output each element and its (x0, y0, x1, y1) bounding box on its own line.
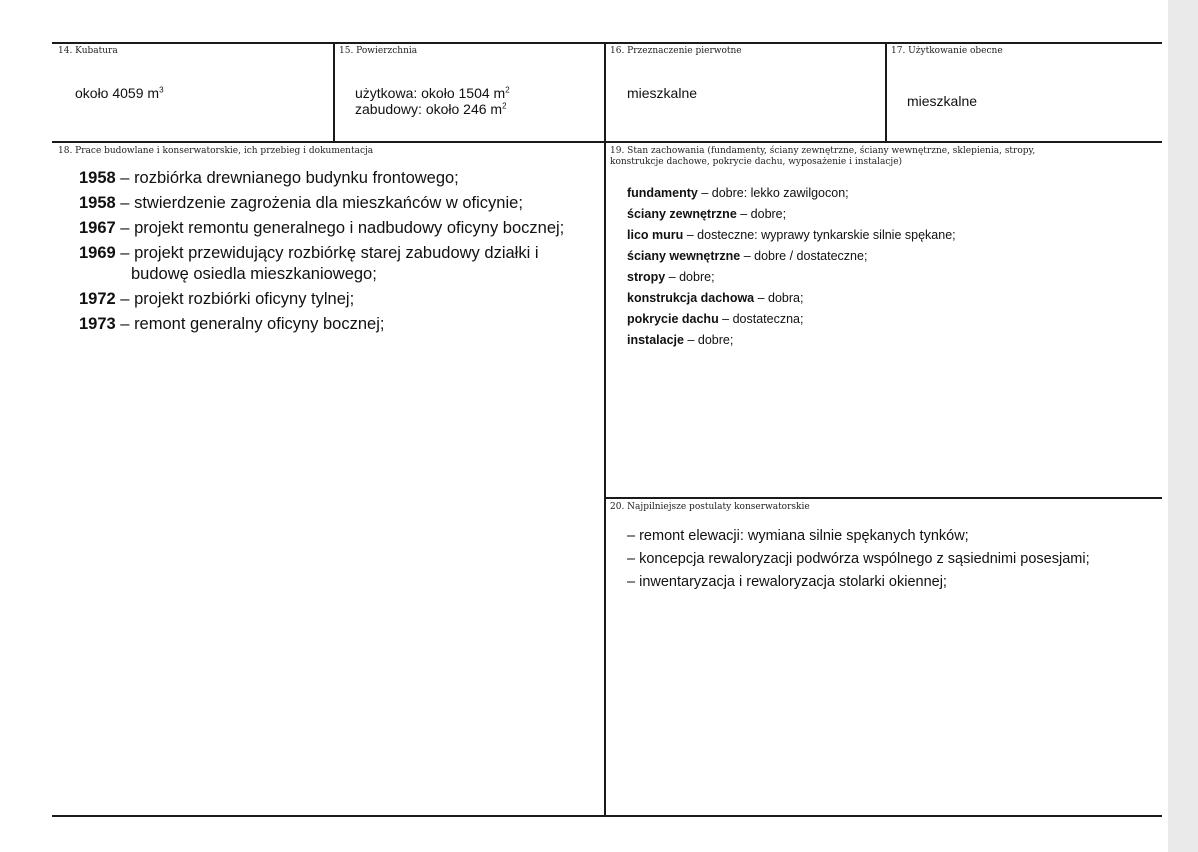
stan-item: pokrycie dachu – dostateczna; (627, 312, 804, 326)
prace-item: 1967 – projekt remontu generalnego i nadbudowy oficyny bocznej; (79, 219, 565, 237)
powierzchnia-label: 15. Powierzchnia (339, 46, 418, 56)
stan-list (627, 186, 1147, 354)
postulat-item: – inwentaryzacja i rewaloryzacja stolarki okiennej; (627, 574, 947, 590)
col-divider-3 (885, 42, 887, 143)
stan-item: ściany wewnętrzne – dobre / dostateczne; (627, 249, 868, 263)
uzytkowanie-value: mieszkalne (907, 93, 978, 109)
postulat-item: – remont elewacji: wymiana silnie spękanych tynków; (627, 528, 969, 544)
postulat-item: – koncepcja rewaloryzacji podwórza wspólnego z sąsiednimi posesjami; (627, 551, 1090, 567)
prace-item: 1958 – rozbiórka drewnianego budynku frontowego; (79, 169, 459, 187)
prace-list (79, 168, 594, 339)
stan-item: ściany zewnętrzne – dobre; (627, 207, 787, 221)
page-edge (1168, 0, 1198, 852)
powierzchnia-zabudowy: zabudowy: około 246 $m^2$ (355, 101, 507, 117)
postulaty-divider (605, 497, 1162, 499)
prace-item: 1969 – projekt przewidujący rozbiórkę starej zabudowy działki i budowę osiedla mieszkaniowego; (79, 244, 539, 283)
uzytkowanie-label: 17. Użytkowanie obecne (891, 46, 1003, 56)
bottom-rule (52, 815, 1162, 817)
prace-label: 18. Prace budowlane i konserwatorskie, ich przebieg i dokumentacja (58, 146, 374, 156)
postulaty-list (627, 527, 1157, 596)
przeznaczenie-label: 16. Przeznaczenie pierwotne (610, 46, 742, 56)
stan-item: lico muru – dosteczne: wyprawy tynkarskie silnie spękane; (627, 228, 956, 242)
prace-item: 1973 – remont generalny oficyny bocznej; (79, 315, 385, 333)
postulaty-label: 20. Najpilniejsze postulaty konserwatorskie (610, 502, 810, 512)
stan-item: konstrukcja dachowa – dobra; (627, 291, 804, 305)
row-divider (52, 141, 1162, 143)
prace-item: 1958 – stwierdzenie zagrożenia dla mieszkańców w oficynie; (79, 194, 523, 212)
stan-item: stropy – dobre; (627, 270, 715, 284)
top-rule (52, 42, 1162, 44)
prace-item: 1972 – projekt rozbiórki oficyny tylnej; (79, 290, 355, 308)
stan-item: fundamenty – dobre: lekko zawilgocon; (627, 186, 849, 200)
stan-label: 19. Stan zachowania (fundamenty, ściany zewnętrzne, ściany wewnętrzne, sklepienia, stropy, konstrukcje dachowe, pokrycie dachu, wyposażenie i instalacje) (610, 146, 1036, 167)
kubatura-label: 14. Kubatura (58, 46, 118, 56)
col-divider-1 (333, 42, 335, 143)
stan-item: instalacje – dobre; (627, 333, 734, 347)
kubatura-value: około 4059 $m^3$ (75, 85, 164, 101)
przeznaczenie-value: mieszkalne (627, 85, 698, 101)
powierzchnia-uzytkowa: użytkowa: około 1504 $m^2$ (355, 85, 510, 101)
col-divider-main (604, 42, 606, 817)
